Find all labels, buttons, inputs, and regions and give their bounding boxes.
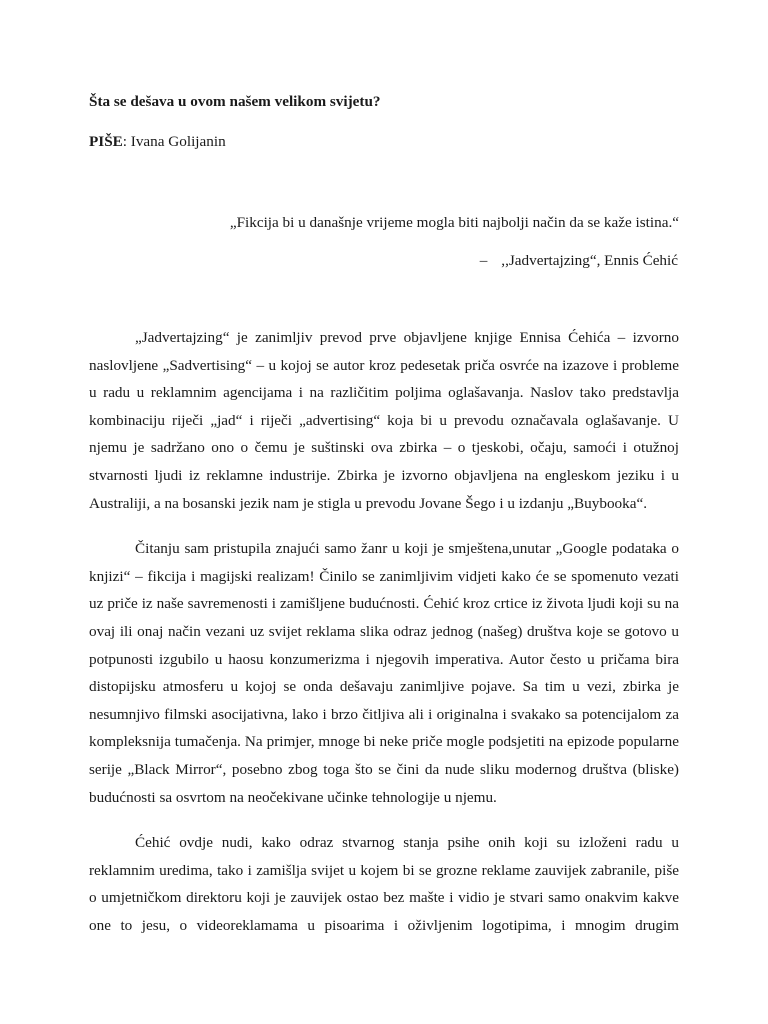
epigraph-attribution: ,,Jadvertajzing“, Ennis Ćehić	[501, 252, 678, 269]
byline-label: PIŠE	[89, 133, 123, 150]
article-body	[89, 324, 679, 957]
byline-author: : Ivana Golijanin	[122, 133, 226, 150]
paragraph-3: Ćehić ovdje nudi, kako odraz stvarnog stanja psihe onih koji su izloženi radu u reklamnim uredima, tako i zamišlja svijet u kojem bi se grozne reklame zauvijek zabranile, piše o umjetničkom direktoru koji je zauvijek ostao bez mašte i vidio je stvari samo onakvim kakve one to jesu, o videoreklamama u pisoarima i oživljenim logotipima, i mnogim drugim	[89, 834, 679, 934]
byline	[89, 133, 226, 151]
paragraph-1: „Jadvertajzing“ je zanimljiv prevod prve objavljene knjige Ennisa Ćehića – izvorno naslovljene „Sadvertising“ – u kojoj se autor kroz pedesetak priča osvrće na izazove i probleme u radu u reklamnim agencijama i na različitim poljima oglašavanja. Naslov tako predstavlja kombinaciju riječi „jad“ i riječi „advertising“ koja bi u prevodu označavala oglašavanje. U njemu je sadržano ono o čemu je suštinski ova zbirka – o tjeskobi, očaju, samoći i otužnoj stvarnosti ljudi iz reklamne industrije. Zbirka je izvorno objavljena na engleskom jeziku i u Australiji, a na bosanski jezik nam je stigla u prevodu Jovane Šego i u izdanju „Buybooka“.	[89, 329, 679, 512]
epigraph-dash: –	[479, 252, 488, 269]
epigraph-attribution-line	[480, 252, 678, 270]
paragraph-2: Čitanju sam pristupila znajući samo žanr u koji je smještena,unutar „Google podataka o knjizi“ – fikcija i magijski realizam! Činilo se zanimljivim vidjeti kako će se spomenuto vezati uz priče iz naše savremenosti i zamišljene budućnosti. Ćehić kroz crtice iz života ljudi koji su na ovaj ili onaj način vezani uz svijet reklama slika odraz jednog (našeg) društva koje se gotovo u potpunosti izgubilo u haosu konzumerizma i njegovih imperativa. Autor često u pričama bira distopijsku atmosferu u kojoj se onda dešavaju zanimljive pojave. Sa tim u vezi, zbirka je nesumnjivo filmski asocijativna, lako i brzo čitljiva ali i originalna i svakako sa potencijalom za kompleksnija tumačenja. Na primjer, mnoge bi neke priče mogle podsjetiti na epizode popularne serije „Black Mirror“, posebno zbog toga što se čini da nude sliku modernog društva (bliske) budućnosti sa osvrtom na neočekivane učinke tehnologije u njemu.	[89, 540, 679, 806]
article-title: Šta se dešava u ovom našem velikom svijetu?	[89, 93, 381, 110]
epigraph-quote: „Fikcija bi u današnje vrijeme mogla biti najbolji način da se kaže istina.“	[229, 214, 679, 231]
